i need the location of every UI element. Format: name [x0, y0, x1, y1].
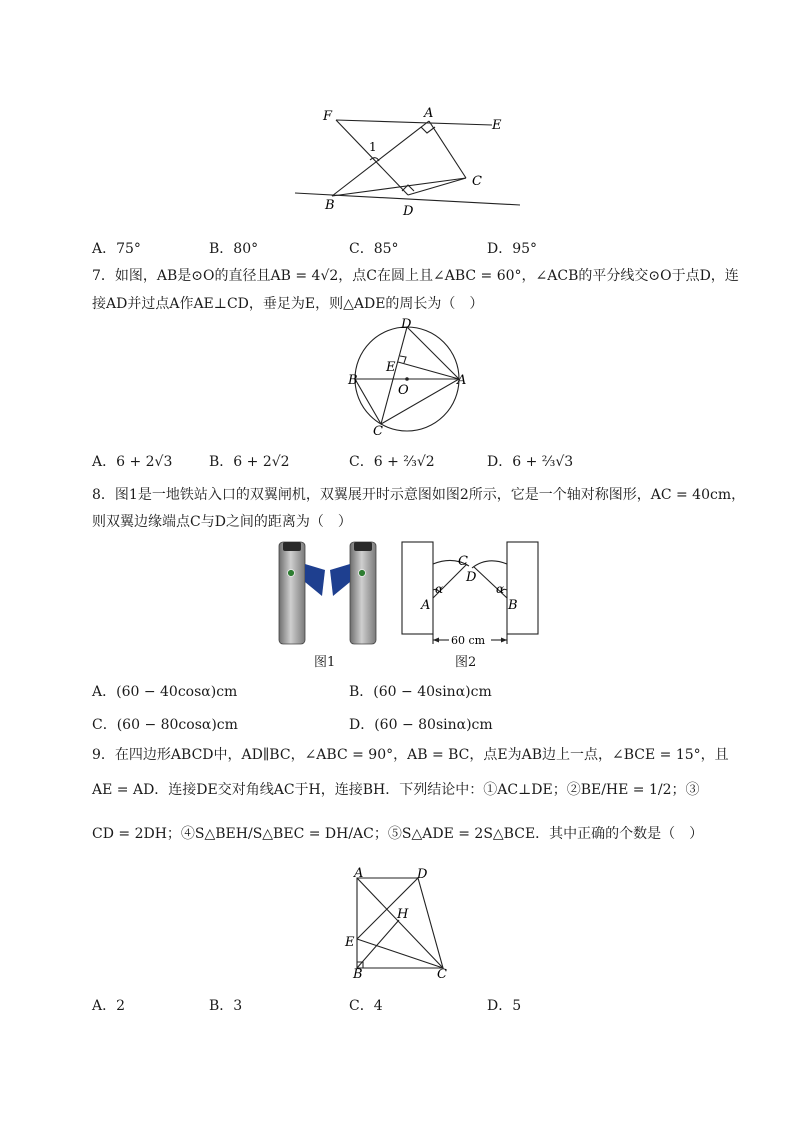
q6-label-D: D — [403, 204, 414, 219]
q8-stem-line1: 8．图1是一地铁站入口的双翼闸机，双翼展开时示意图如图2所示，它是一个轴对称图形，AC = 40cm， — [92, 487, 746, 503]
q8-figure1-caption: 图1 — [314, 655, 336, 670]
q6-label-1: 1 — [369, 140, 377, 154]
q8-figure2-schematic — [395, 538, 545, 650]
q9-stem-line1: 9．在四边形ABCD中，AD∥BC，∠ABC = 90°，AB = BC，点E为AB边上一点，∠BCE = 15°，且 — [92, 747, 729, 763]
q8-stem-line2: 则双翼边缘端点C与D之间的距离为（ ） — [92, 514, 352, 530]
q6-label-A: A — [424, 106, 434, 121]
q6-label-E: E — [492, 118, 502, 133]
q6-label-B: B — [325, 198, 335, 213]
q7-label-B: B — [348, 373, 358, 388]
q7-label-E: E — [386, 360, 396, 375]
q8-figure1-turnstile — [275, 540, 385, 646]
q6-figure — [290, 105, 530, 225]
q7-label-O: O — [398, 383, 409, 398]
q9-label-E: E — [345, 935, 355, 950]
q9-label-C: C — [437, 967, 447, 980]
q6-label-F: F — [323, 109, 333, 124]
q8-fig2-width-label: 60 cm — [451, 634, 486, 647]
q8-fig2-label-alpha-right: α — [496, 582, 505, 596]
q8-fig2-label-C: C — [458, 554, 468, 569]
q7-center-point — [405, 377, 409, 381]
q9-stem-line2: AE = AD．连接DE交对角线AC于H，连接BH．下列结论中：①AC⊥DE；②BE/HE = 1/2；③ — [92, 782, 700, 798]
q9-label-D: D — [417, 867, 428, 882]
q8-fig2-label-alpha-left: α — [435, 582, 444, 596]
q7-label-D: D — [401, 318, 412, 332]
q8-option-b[interactable]: B．(60 − 40sinα)cm — [349, 684, 492, 700]
q9-option-d[interactable]: D．5 — [487, 998, 522, 1014]
q8-fig2-label-B: B — [508, 598, 518, 613]
q6-label-C: C — [472, 174, 482, 189]
q9-label-B: B — [353, 967, 363, 980]
q7-label-C: C — [373, 424, 383, 436]
q7-figure — [340, 318, 470, 436]
q9-option-a[interactable]: A．2 — [92, 998, 126, 1014]
q6-option-b[interactable]: B．80° — [209, 241, 259, 257]
q7-label-A: A — [457, 373, 467, 388]
q6-option-d[interactable]: D．95° — [487, 241, 538, 257]
q7-option-b[interactable]: B．6 + 2√2 — [209, 454, 290, 470]
q7-option-d[interactable]: D．6 + ⅔√3 — [487, 454, 574, 470]
q9-option-c[interactable]: C．4 — [349, 998, 383, 1014]
q7-stem-line2: 接AD并过点A作AE⊥CD，垂足为E，则△ADE的周长为（ ） — [92, 296, 484, 312]
q7-option-c[interactable]: C．6 + ⅔√2 — [349, 454, 435, 470]
q9-label-H: H — [397, 907, 409, 922]
q8-fig2-label-A: A — [421, 598, 431, 613]
q9-label-A: A — [354, 866, 364, 881]
q8-figure2-caption: 图2 — [455, 655, 477, 670]
q7-stem-line1: 7．如图，AB是⊙O的直径且AB = 4√2，点C在圆上且∠ABC = 60°，∠ACB的平分线交⊙O于点D，连 — [92, 268, 739, 284]
q6-option-a[interactable]: A．75° — [92, 241, 141, 257]
q8-fig2-label-D: D — [466, 570, 477, 585]
q7-option-a[interactable]: A．6 + 2√3 — [92, 454, 173, 470]
q6-option-c[interactable]: C．85° — [349, 241, 399, 257]
q8-option-a[interactable]: A．(60 − 40cosα)cm — [92, 684, 238, 700]
q9-figure — [340, 866, 455, 980]
q8-option-d[interactable]: D．(60 − 80sinα)cm — [349, 717, 493, 733]
q9-option-b[interactable]: B．3 — [209, 998, 243, 1014]
q8-option-c[interactable]: C．(60 − 80cosα)cm — [92, 717, 238, 733]
q9-stem-line3: CD = 2DH；④S△BEH/S△BEC = DH/AC；⑤S△ADE = 2S△BCE．其中正确的个数是（ ） — [92, 826, 704, 842]
